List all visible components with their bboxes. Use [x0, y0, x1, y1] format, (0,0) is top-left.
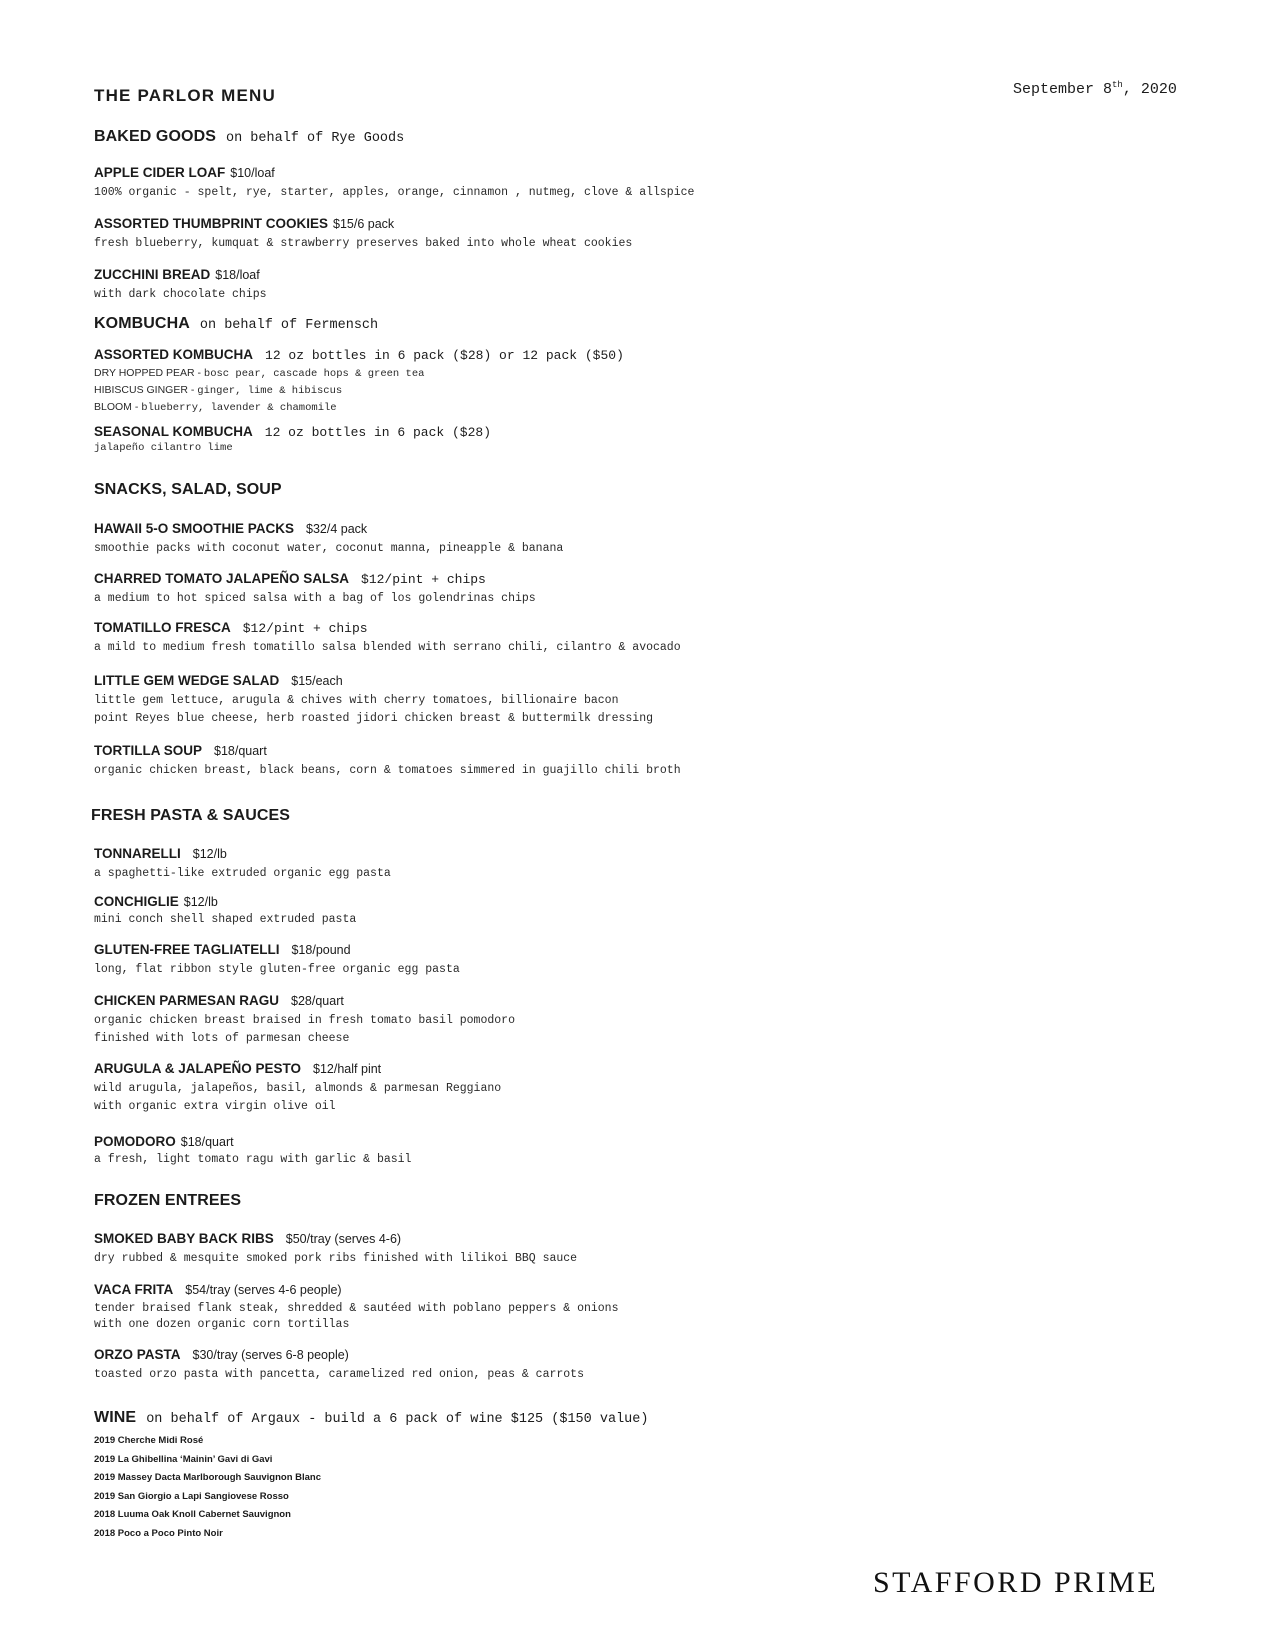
menu-item	[94, 619, 681, 657]
menu-item	[94, 1230, 577, 1268]
item-price: $18/quart	[180, 1135, 234, 1149]
item-description: fresh blueberry, kumquat & strawberry preserves baked into whole wheat cookies	[94, 237, 633, 250]
item-price: $50/tray (serves 4-6)	[285, 1232, 402, 1246]
item-name: CONCHIGLIE	[94, 894, 179, 909]
menu-item	[94, 1281, 619, 1333]
section-note: on behalf of Rye Goods	[226, 131, 405, 146]
item-price: $12/lb	[183, 895, 218, 909]
menu-item	[94, 164, 694, 202]
item-description: little gem lettuce, arugula & chives with cherry tomatoes, billionaire bacon	[94, 694, 619, 707]
menu-item	[94, 845, 391, 883]
section-note: on behalf of Fermensch	[199, 318, 379, 333]
wine-item: 2018 Luuma Oak Knoll Cabernet Sauvignon	[94, 1509, 291, 1520]
section-heading-pasta	[91, 807, 290, 825]
item-description: smoothie packs with coconut water, coconut manna, pineapple & banana	[94, 542, 564, 555]
item-price: $12/lb	[192, 847, 227, 861]
menu-item	[94, 893, 356, 929]
item-description: dry rubbed & mesquite smoked pork ribs finished with lilikoi BBQ sauce	[94, 1252, 578, 1265]
item-price: $18/pound	[291, 943, 351, 957]
item-description-line-2: with one dozen organic corn tortillas	[94, 1318, 350, 1331]
date-ordinal: th	[1112, 80, 1123, 90]
menu-item	[94, 1133, 411, 1169]
item-description: tender braised flank steak, shredded & sautéed with poblano peppers & onions	[94, 1302, 619, 1315]
item-name: VACA FRITA	[94, 1282, 174, 1297]
wine-item: 2019 La Ghibellina ‘Mainin’ Gavi di Gavi	[94, 1453, 273, 1465]
date-month-day: September 8	[1013, 81, 1113, 98]
wine-item: 2019 San Giorgio a Lapi Sangiovese Rosso	[94, 1490, 289, 1502]
item-price: $28/quart	[291, 994, 344, 1008]
item-price: $12/pint + chips	[242, 621, 368, 636]
item-name: LITTLE GEM WEDGE SALAD	[94, 673, 280, 688]
menu-item	[94, 941, 460, 979]
flavor-name: BLOOM	[94, 401, 132, 413]
item-name: CHARRED TOMATO JALAPEÑO SALSA	[94, 571, 350, 586]
item-price: $18/quart	[214, 744, 267, 758]
item-description: long, flat ribbon style gluten-free organic egg pasta	[94, 963, 460, 976]
item-name: SEASONAL KOMBUCHA	[94, 424, 253, 439]
menu-date	[1013, 80, 1177, 98]
item-description: jalapeño cilantro lime	[94, 442, 233, 454]
item-price: $12/pint + chips	[361, 572, 486, 587]
item-description-line-2: finished with lots of parmesan cheese	[94, 1032, 350, 1045]
item-name: GLUTEN-FREE TAGLIATELLI	[94, 942, 280, 957]
wine-list	[94, 1432, 321, 1543]
item-price: $15/each	[291, 674, 343, 688]
item-name: ARUGULA & JALAPEÑO PESTO	[94, 1061, 302, 1076]
section-title: FRESH PASTA & SAUCES	[91, 807, 291, 824]
flavor-name: DRY HOPPED PEAR	[94, 367, 195, 379]
item-name: ASSORTED THUMBPRINT COOKIES	[94, 216, 329, 231]
item-name: HAWAII 5-O SMOOTHIE PACKS	[94, 521, 295, 536]
section-title: KOMBUCHA	[94, 315, 190, 332]
item-name: SMOKED BABY BACK RIBS	[94, 1231, 274, 1246]
item-name: TORTILLA SOUP	[94, 743, 202, 758]
item-price: $30/tray (serves 6-8 people)	[192, 1348, 349, 1362]
item-description-line-2: point Reyes blue cheese, herb roasted jidori chicken breast & buttermilk dressing	[94, 712, 653, 725]
flavor-name: HIBISCUS GINGER	[94, 384, 188, 396]
section-heading-snacks	[94, 481, 282, 499]
item-description: a fresh, light tomato ragu with garlic & basil	[94, 1153, 412, 1166]
menu-item	[94, 266, 267, 304]
page-title: THE PARLOR MENU	[94, 86, 277, 105]
menu-item	[94, 423, 491, 454]
wine-item: 2018 Poco a Poco Pinto Noir	[94, 1527, 223, 1539]
flavor-desc: bosc pear, cascade hops & green tea	[203, 368, 425, 380]
item-description: toasted orzo pasta with pancetta, caramelized red onion, peas & carrots	[94, 1368, 584, 1381]
item-name: ZUCCHINI BREAD	[94, 267, 211, 282]
section-title: WINE	[94, 1409, 137, 1426]
item-name: ORZO PASTA	[94, 1347, 181, 1362]
menu-item	[94, 570, 536, 608]
item-name: TONNARELLI	[94, 846, 181, 861]
section-note: on behalf of Argaux - build a 6 pack of wine $125 ($150 value)	[146, 1412, 649, 1427]
menu-item	[94, 215, 632, 253]
item-description: mini conch shell shaped extruded pasta	[94, 913, 357, 926]
menu-item	[94, 1346, 584, 1384]
item-price: $18/loaf	[215, 268, 260, 282]
item-price: $15/6 pack	[333, 217, 395, 231]
section-heading-wine	[94, 1409, 648, 1427]
flavor-desc: blueberry, lavender & chamomile	[141, 402, 337, 414]
flavor-line: DRY HOPPED PEAR - bosc pear, cascade hops & green tea	[94, 367, 425, 380]
menu-item	[94, 1060, 501, 1116]
section-title: FROZEN ENTREES	[94, 1192, 242, 1209]
item-description: a medium to hot spiced salsa with a bag of los golendrinas chips	[94, 592, 536, 605]
item-description: 100% organic - spelt, rye, starter, apples, orange, cinnamon , nutmeg, clove & allspice	[94, 186, 695, 199]
item-description: organic chicken breast, black beans, corn & tomatoes simmered in guajillo chili broth	[94, 764, 681, 777]
menu-item	[94, 992, 515, 1048]
menu-item	[94, 520, 563, 558]
item-name: TOMATILLO FRESCA	[94, 620, 231, 635]
wine-item: 2019 Cherche Midi Rosé	[94, 1435, 204, 1446]
item-price: 12 oz bottles in 6 pack ($28) or 12 pack ($50)	[265, 348, 624, 363]
section-title: SNACKS, SALAD, SOUP	[94, 481, 282, 498]
item-name: APPLE CIDER LOAF	[94, 165, 226, 180]
section-title: BAKED GOODS	[94, 128, 216, 145]
item-description: with dark chocolate chips	[94, 288, 267, 301]
menu-item	[94, 672, 653, 728]
item-name: ASSORTED KOMBUCHA	[94, 347, 254, 362]
menu-item	[94, 742, 681, 780]
item-name: POMODORO	[94, 1134, 176, 1149]
flavor-line: HIBISCUS GINGER - ginger, lime & hibiscus	[94, 384, 343, 397]
item-price: $10/loaf	[230, 166, 275, 180]
wine-item: 2019 Massey Dacta Marlborough Sauvignon Blanc	[94, 1472, 322, 1483]
section-heading-kombucha	[94, 315, 378, 333]
date-year: , 2020	[1122, 81, 1177, 98]
item-description: a mild to medium fresh tomatillo salsa blended with serrano chili, cilantro & avocado	[94, 641, 681, 654]
section-heading-baked-goods	[94, 128, 404, 146]
item-description: wild arugula, jalapeños, basil, almonds & parmesan Reggiano	[94, 1082, 502, 1095]
item-description: a spaghetti-like extruded organic egg pasta	[94, 867, 391, 880]
item-description: organic chicken breast braised in fresh tomato basil pomodoro	[94, 1014, 515, 1027]
section-heading-frozen	[94, 1192, 241, 1210]
item-price: $12/half pint	[313, 1062, 382, 1076]
item-name: CHICKEN PARMESAN RAGU	[94, 993, 280, 1008]
flavor-desc: ginger, lime & hibiscus	[197, 385, 343, 397]
menu-item	[94, 346, 624, 415]
item-description-line-2: with organic extra virgin olive oil	[94, 1100, 336, 1113]
brand-logo: STAFFORD PRIME	[873, 1566, 1159, 1599]
item-price: $54/tray (serves 4-6 people)	[185, 1283, 342, 1297]
item-price: $32/4 pack	[306, 522, 368, 536]
item-price: 12 oz bottles in 6 pack ($28)	[264, 425, 492, 440]
flavor-line: BLOOM - blueberry, lavender & chamomile	[94, 401, 337, 414]
